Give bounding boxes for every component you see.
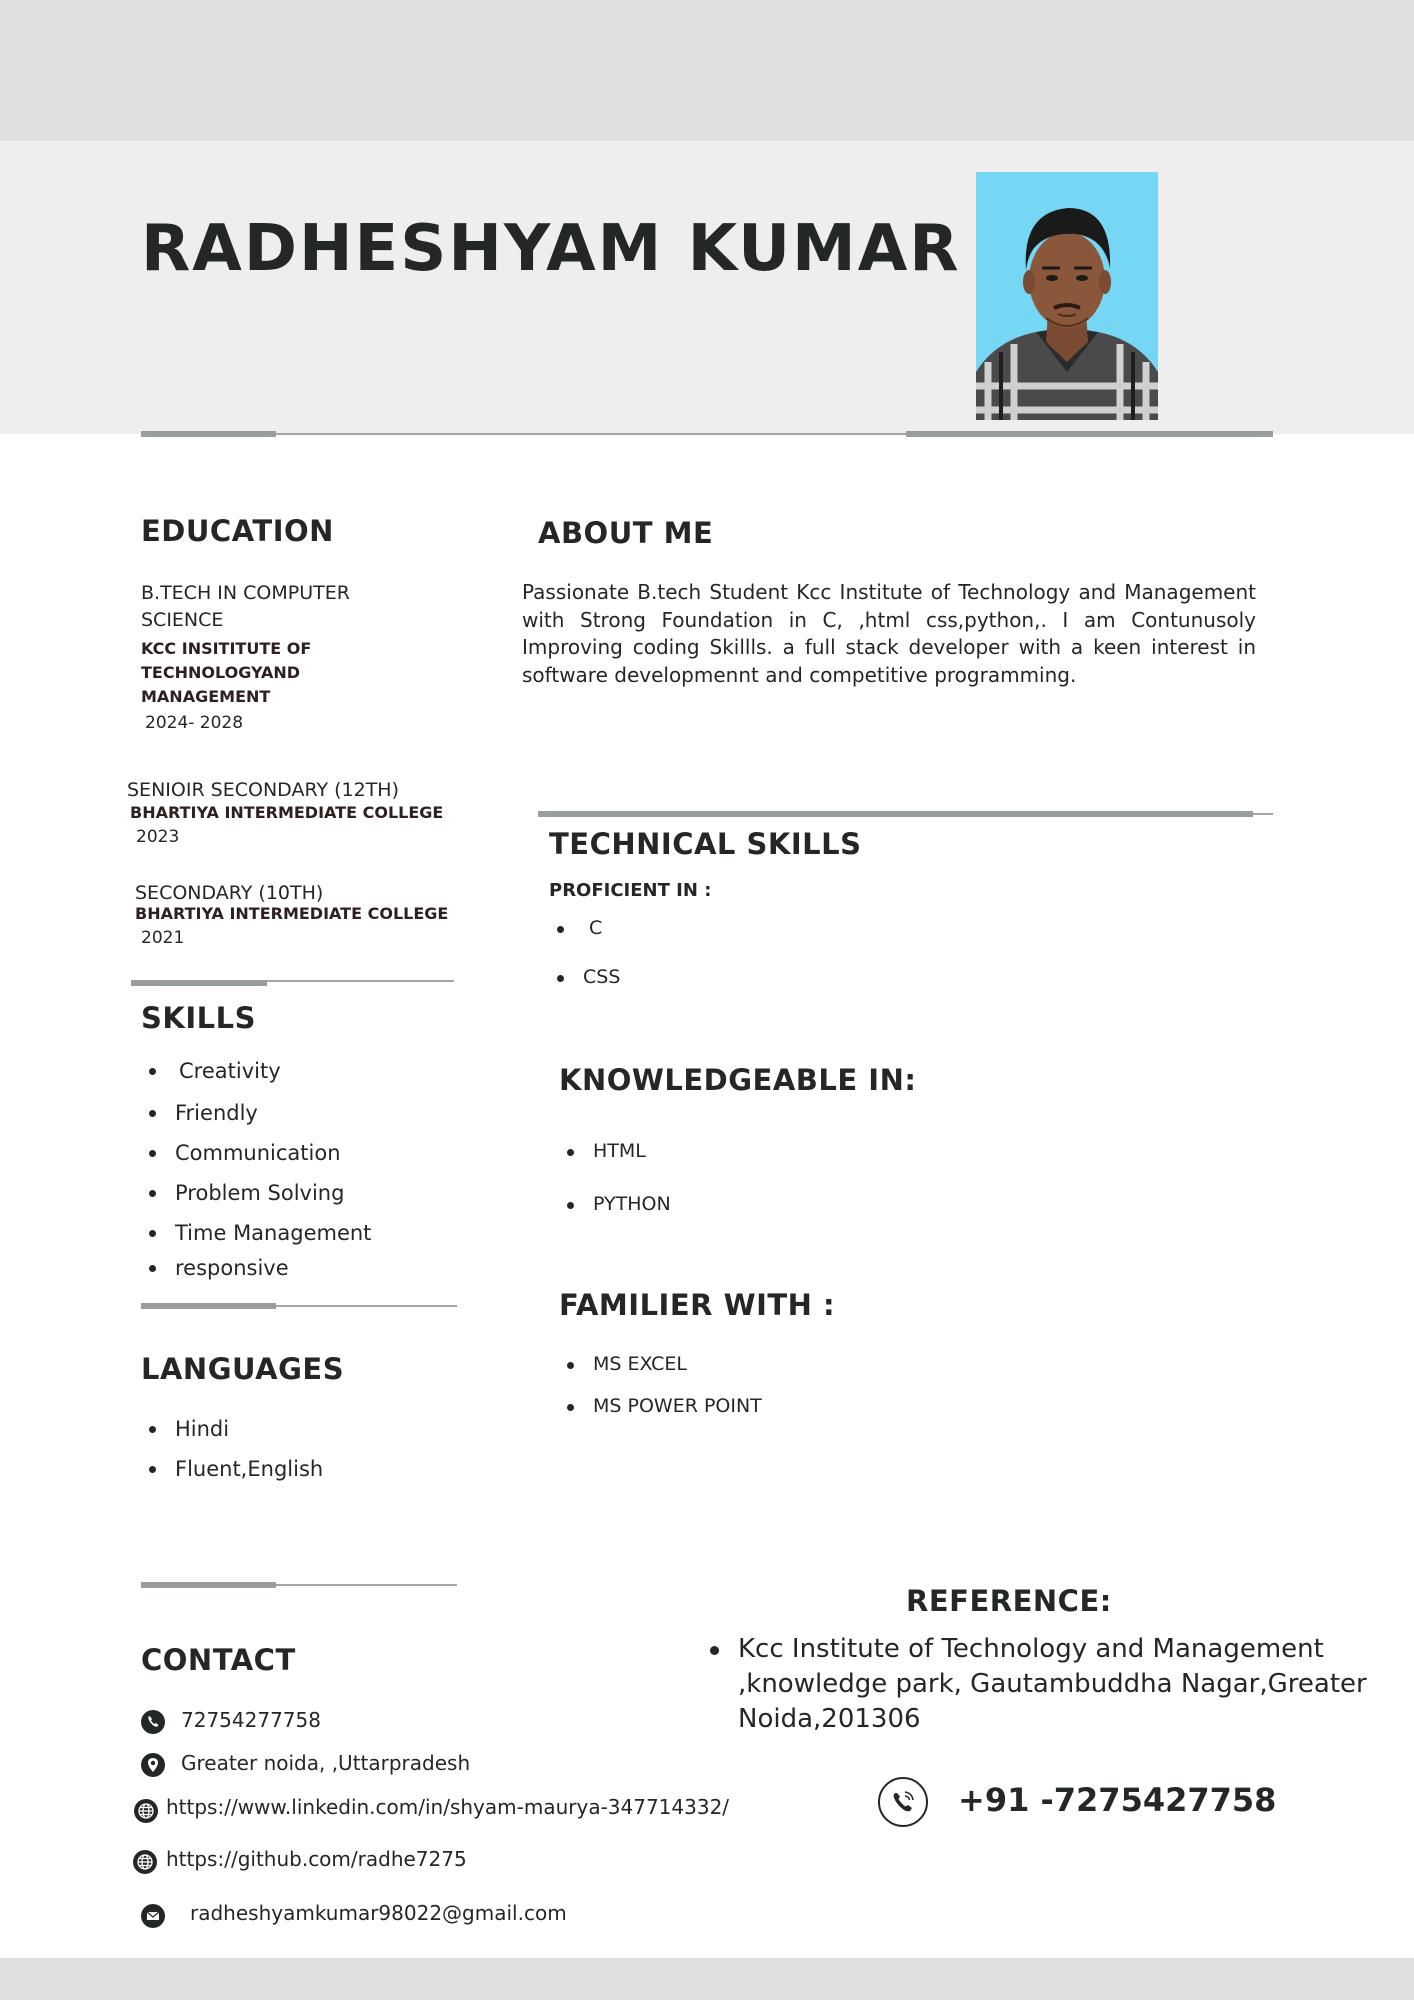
language-item: Hindi: [141, 1416, 323, 1456]
reference-line-1: Kcc Institute of Technology and Management: [738, 1634, 1324, 1664]
skill-item: Communication: [141, 1140, 371, 1180]
header-divider-accent-left: [141, 431, 276, 437]
secondary-institute: BHARTIYA INTERMEDIATE COLLEGE: [135, 904, 449, 923]
mail-icon: [141, 1904, 165, 1928]
languages-divider-accent: [141, 1582, 276, 1588]
proficient-label: PROFICIENT IN :: [549, 880, 712, 901]
education-heading: EDUCATION: [141, 514, 334, 548]
languages-list: [141, 1416, 323, 1496]
familiar-list: [559, 1352, 762, 1434]
globe-icon: [133, 1850, 157, 1874]
institute-line-3: MANAGEMENT: [141, 687, 271, 706]
senior-secondary-year: 2023: [136, 827, 180, 847]
proficient-item: C: [549, 916, 620, 965]
skill-item: Friendly: [141, 1100, 371, 1140]
secondary-year: 2021: [141, 928, 185, 948]
familiar-heading: FAMILIER WITH :: [559, 1288, 836, 1322]
language-item: Fluent,English: [141, 1456, 323, 1496]
top-band: [0, 0, 1414, 141]
reference-heading: REFERENCE:: [906, 1584, 1112, 1618]
contact-heading: CONTACT: [141, 1643, 296, 1677]
about-text: Passionate B.tech Student Kcc Institute of Technology and Management with Strong Foundation in C, ,html css,python,. I am Contunusoly Improving coding Skillls. a full stack developer with a keen interest in software developmennt and competitive programming.: [522, 580, 1256, 687]
technical-divider-accent: [538, 811, 1253, 817]
skills-list: [141, 1058, 371, 1285]
reference-address: [708, 1632, 1368, 1737]
contact-email[interactable]: radheshyamkumar98022@gmail.com: [190, 1901, 567, 1925]
knowledgeable-list: [559, 1139, 671, 1232]
education-divider-accent: [131, 980, 267, 986]
skills-divider-accent: [141, 1303, 276, 1309]
phone-call-icon: [878, 1777, 928, 1827]
phone-icon: [141, 1710, 165, 1734]
btech-years: 2024- 2028: [145, 713, 244, 733]
contact-phone: 72754277758: [181, 1708, 321, 1732]
familiar-item: MS EXCEL: [559, 1352, 762, 1394]
degree-line-1: B.TECH IN COMPUTER: [141, 582, 350, 604]
header-divider-accent-right: [906, 431, 1273, 437]
institute-line-2: TECHNOLOGYAND: [141, 663, 301, 682]
knowledgeable-item: HTML: [559, 1139, 671, 1192]
languages-heading: LANGUAGES: [141, 1352, 345, 1386]
portrait-image: [976, 172, 1158, 420]
senior-secondary-title: SENIOIR SECONDARY (12TH): [127, 779, 400, 801]
degree-line-2: SCIENCE: [141, 609, 224, 631]
skill-item: Time Management: [141, 1220, 371, 1255]
skill-item: Problem Solving: [141, 1180, 371, 1220]
profile-photo: [976, 172, 1158, 420]
proficient-item: CSS: [549, 965, 620, 1005]
globe-icon: [134, 1799, 158, 1823]
about-heading: ABOUT ME: [538, 516, 714, 550]
bullet: [710, 1646, 719, 1655]
resume-name: RADHESHYAM KUMAR: [141, 212, 961, 286]
skill-item: responsive: [141, 1255, 371, 1285]
contact-github-link[interactable]: https://github.com/radhe7275: [166, 1847, 467, 1871]
familiar-item: MS POWER POINT: [559, 1394, 762, 1434]
location-pin-icon: [141, 1753, 165, 1777]
knowledgeable-heading: KNOWLEDGEABLE IN:: [559, 1063, 917, 1097]
senior-secondary-institute: BHARTIYA INTERMEDIATE COLLEGE: [130, 803, 444, 822]
skills-heading: SKILLS: [141, 1001, 256, 1035]
technical-skills-heading: TECHNICAL SKILLS: [549, 827, 862, 861]
knowledgeable-item: PYTHON: [559, 1192, 671, 1232]
institute-line-1: KCC INSITITUTE OF: [141, 639, 312, 658]
bottom-band: [0, 1958, 1414, 2000]
skill-item: Creativity: [141, 1058, 371, 1100]
contact-location: Greater noida, ,Uttarpradesh: [181, 1751, 471, 1775]
reference-line-3: Noida,201306: [738, 1704, 921, 1734]
reference-phone: +91 -7275427758: [958, 1781, 1277, 1819]
contact-linkedin-link[interactable]: https://www.linkedin.com/in/shyam-maurya-347714332/: [166, 1795, 730, 1819]
header-band: [0, 141, 1414, 434]
secondary-title: SECONDARY (10TH): [135, 882, 324, 904]
reference-line-2: ,knowledge park, Gautambuddha Nagar,Greater: [738, 1669, 1367, 1699]
proficient-list: [549, 916, 620, 1005]
